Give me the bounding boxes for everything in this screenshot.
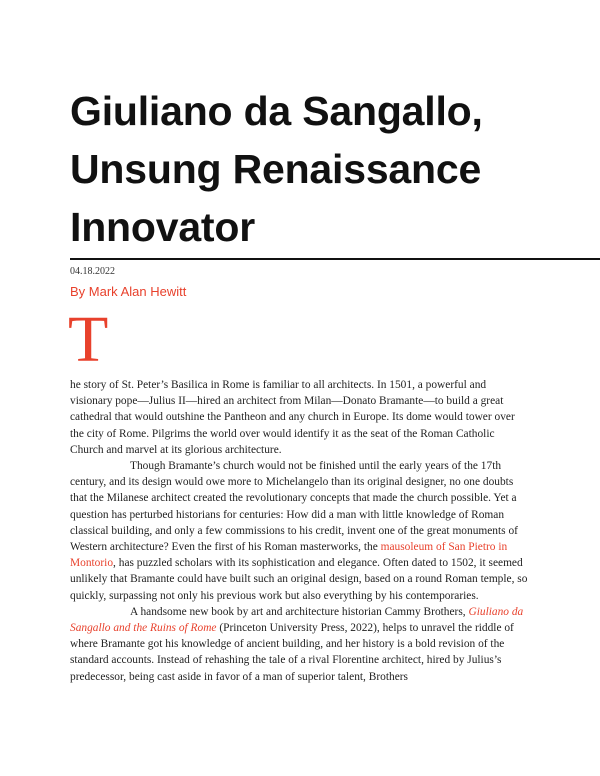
article-body: [70, 377, 530, 685]
paragraph: [70, 458, 530, 604]
title-divider: [70, 258, 600, 260]
paragraph: [70, 604, 530, 685]
title-line: Giuliano da Sangallo,: [70, 88, 483, 134]
book-title-link[interactable]: Giuliano da Sangallo and the Ruins of Rome: [70, 605, 524, 635]
paragraph: he story of St. Peter’s Basilica in Rome is familiar to all architects. In 1501, a powerful and visionary pope—Julius II—hired an architect from Milan—Donato Bramante—to build a great cathedral that would outshine the Pantheon and any church in Europe. Its dome would tower over the city of Rome. Pilgrims the world over would identify it as the seat of the Roman Catholic Church and marvel at its glorious architecture.: [70, 379, 515, 456]
paragraph-text: Though Bramante’s church would not be finished until the early years of the 17th century, and its design would owe more to Michelangelo than its original designer, no one doubts that the Milanese architect created the revolutionary concepts that made the church possible. Yet a question has perturbed historians for centuries: How did a man with little knowledge of Roman classical building, and only a few commissions to his credit, invent one of the great monuments of Western architecture? Even the first of his Roman masterworks, the: [70, 460, 518, 554]
drop-cap: T: [68, 303, 109, 376]
title-line: Innovator: [70, 204, 255, 250]
article-title: [70, 82, 590, 256]
paragraph-text: (Princeton University Press, 2022), helps to unravel the riddle of where Bramante got his knowledge of ancient building, and her history is a bold revision of the standard accounts. Instead of rehashing the tale of a rival Florentine architect, hired by Julius’s predecessor, being cast aside in favor of a man of superior talent, Brothers: [70, 622, 514, 683]
publish-date: 04.18.2022: [70, 266, 115, 277]
author-byline[interactable]: By Mark Alan Hewitt: [70, 284, 187, 299]
paragraph-text: , has puzzled scholars with its sophistication and elegance. Often dated to 1502, it seemed unlikely that Bramante could have built such an original design, based on a round Roman temple, so quickly, surpassing not only his previous work but also everything by his contemporaries.: [70, 557, 528, 602]
title-line: Unsung Renaissance: [70, 146, 482, 192]
mausoleum-link[interactable]: mausoleum of San Pietro in Montorio: [70, 541, 508, 570]
paragraph-text: A handsome new book by art and architecture historian Cammy Brothers,: [130, 605, 469, 618]
